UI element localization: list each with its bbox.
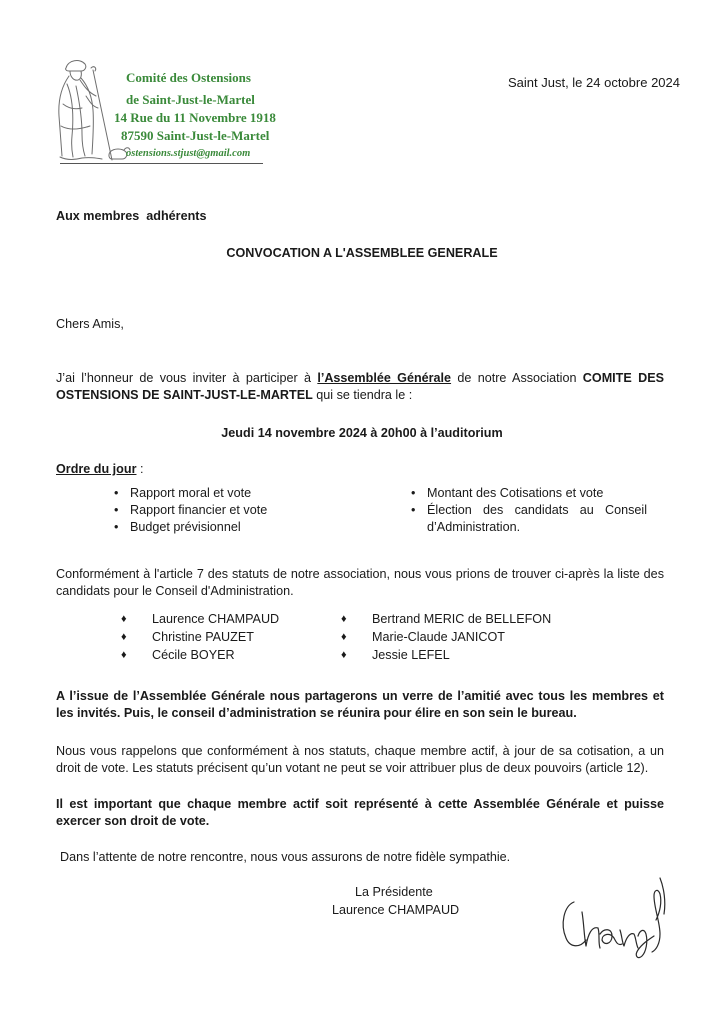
agenda-item-label: Élection des candidats au Conseil d’Administration. [427, 503, 647, 534]
candidate-name: Jessie LEFEL [372, 648, 450, 662]
bullet-icon: • [114, 520, 119, 534]
agenda-item [114, 519, 267, 536]
diamond-bullet-icon: ♦ [341, 613, 347, 625]
candidate-name: Christine PAUZET [152, 630, 254, 644]
bullet-icon: • [411, 503, 416, 517]
date-place: Saint Just, le 24 octobre 2024 [507, 75, 680, 90]
diamond-bullet-icon: ♦ [121, 613, 127, 625]
agenda-item-label: Budget prévisionnel [130, 520, 241, 534]
agenda-colon: : [136, 462, 144, 476]
agenda-heading [56, 461, 143, 478]
letterhead-postcode: 87590 Saint-Just-le-Martel [121, 128, 270, 143]
candidate-name: Cécile BOYER [152, 648, 235, 662]
letterhead-email: ostensions.stjust@gmail.com [126, 148, 251, 159]
agenda-item [114, 485, 267, 502]
closing-paragraph: Dans l’attente de notre rencontre, nous vous assurons de notre fidèle sympathie. [60, 850, 511, 864]
agenda-list-left [114, 485, 267, 536]
agenda-title: Ordre du jour [56, 462, 137, 476]
assembly-name: l’Assemblée Générale [317, 371, 452, 385]
diamond-bullet-icon: ♦ [121, 649, 127, 661]
diamond-bullet-icon: ♦ [341, 649, 347, 661]
bullet-icon: • [114, 486, 119, 500]
letterhead-org-town: de Saint-Just-le-Martel [126, 92, 255, 107]
letterhead-street: 14 Rue du 11 Novembre 1918 [114, 110, 276, 125]
important-paragraph: Il est important que chaque membre actif soit représenté à cette Assemblée Générale et puisse exercer son droit de vote. [56, 797, 664, 828]
diamond-bullet-icon: ♦ [341, 631, 347, 643]
intro-paragraph [56, 370, 664, 403]
page-title: CONVOCATION A L'ASSEMBLEE GENERALE [226, 246, 498, 260]
agenda-item [114, 502, 267, 519]
intro-text-1: J’ai l’honneur de vous inviter à participer à [56, 371, 318, 385]
org-name: COMITE DES OSTENSIONS DE SAINT-JUST-LE-MARTEL [56, 371, 664, 402]
handwritten-signature [556, 872, 696, 962]
bullet-icon: • [114, 503, 119, 517]
after-meeting-paragraph: A l’issue de l’Assemblée Générale nous partagerons un verre de l’amitié avec tous les membres et les invités. Puis, le conseil d’administration se réunira pour élire en son sein le bureau. [56, 689, 664, 720]
diamond-bullet-icon: ♦ [121, 631, 127, 643]
candidate-name: Marie-Claude JANICOT [372, 630, 505, 644]
meeting-date: Jeudi 14 novembre 2024 à 20h00 à l’auditorium [221, 426, 503, 440]
candidate-name: Bertrand MERIC de BELLEFON [372, 612, 552, 626]
greeting: Chers Amis, [56, 317, 124, 331]
bullet-icon: • [411, 486, 416, 500]
agenda-item-label: Rapport financier et vote [130, 503, 268, 517]
recipient: Aux membres adhérents [56, 209, 207, 223]
candidate-name: Laurence CHAMPAUD [152, 612, 280, 626]
agenda-item [411, 485, 647, 502]
agenda-item [411, 502, 647, 535]
signature-name: Laurence CHAMPAUD [332, 903, 460, 917]
letterhead-org-name: Comité des Ostensions [126, 70, 251, 85]
vote-rules-paragraph: Nous vous rappelons que conformément à nos statuts, chaque membre actif, à jour de sa cotisation, a un droit de vote. Les statuts précisent qu’un votant ne peut se voir attribuer plus de deux pouvoirs (article 12). [56, 744, 664, 775]
agenda-list-right [411, 485, 647, 535]
letterhead-underline [60, 163, 263, 164]
candidates-intro: Conformément à l'article 7 des statuts de notre association, nous vous prions de trouver ci-après la liste des candidats pour le Conseil d'Administration. [56, 567, 664, 598]
signature-role: La Présidente [355, 885, 433, 899]
agenda-item-label: Montant des Cotisations et vote [427, 486, 604, 500]
agenda-item-label: Rapport moral et vote [130, 486, 252, 500]
intro-text-3: qui se tiendra le : [312, 387, 413, 402]
intro-text-2: de notre Association [451, 371, 583, 385]
